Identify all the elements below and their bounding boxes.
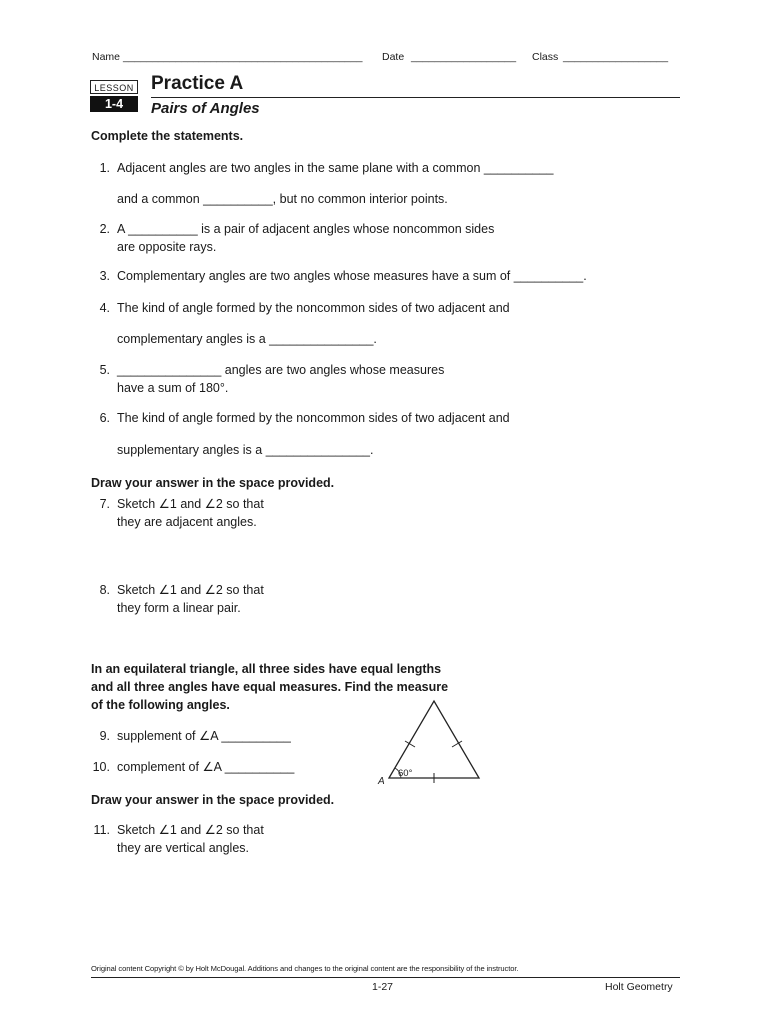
question-text: Sketch ∠1 and ∠2 so that bbox=[117, 497, 264, 511]
vertex-label: A bbox=[378, 776, 385, 787]
question-text: complementary angles is a _______________. bbox=[117, 332, 377, 346]
question-number: 4. bbox=[99, 301, 110, 315]
angle-label: 60° bbox=[398, 768, 413, 779]
question-number: 7. bbox=[99, 497, 110, 511]
question-text: A __________ is a pair of adjacent angles whose noncommon sides bbox=[117, 222, 495, 236]
page-subtitle: Pairs of Angles bbox=[151, 100, 260, 117]
date-label: Date bbox=[382, 51, 405, 63]
question-text: complement of ∠A __________ bbox=[117, 760, 295, 774]
lesson-number: 1-4 bbox=[90, 96, 138, 112]
section-instruction: Draw your answer in the space provided. bbox=[91, 476, 335, 490]
question-text: Sketch ∠1 and ∠2 so that bbox=[117, 823, 264, 837]
page-title: Practice A bbox=[151, 73, 244, 94]
section-instruction: of the following angles. bbox=[91, 698, 230, 712]
question-text: supplement of ∠A __________ bbox=[117, 729, 291, 743]
question-number: 10. bbox=[92, 760, 110, 774]
question-number: 9. bbox=[99, 729, 110, 743]
section-instruction: Draw your answer in the space provided. bbox=[91, 793, 335, 807]
question-number: 6. bbox=[99, 411, 110, 425]
triangle-outline bbox=[389, 701, 479, 778]
lesson-label: LESSON bbox=[90, 80, 138, 94]
page-number: 1-27 bbox=[372, 981, 394, 993]
question-number: 3. bbox=[99, 269, 110, 283]
section-instruction: and all three angles have equal measures. Find the measure bbox=[91, 680, 449, 694]
copyright-notice: Original content Copyright © by Holt McDougal. Additions and changes to the original content are the responsibility of the instructor. bbox=[91, 964, 519, 973]
question-number: 5. bbox=[99, 363, 110, 377]
name-label: Name bbox=[92, 51, 121, 63]
footer-divider bbox=[91, 977, 680, 978]
section-instruction: In an equilateral triangle, all three sides have equal lengths bbox=[91, 662, 442, 676]
question-text: The kind of angle formed by the noncommon sides of two adjacent and bbox=[117, 301, 510, 315]
class-field[interactable]: __________________ bbox=[563, 51, 669, 63]
question-number: 11. bbox=[93, 823, 110, 837]
question-number: 2. bbox=[99, 222, 110, 236]
class-label: Class bbox=[532, 51, 559, 63]
equilateral-triangle-figure bbox=[372, 692, 488, 788]
question-text: supplementary angles is a _______________. bbox=[117, 443, 374, 457]
question-text: Complementary angles are two angles whose measures have a sum of __________. bbox=[117, 269, 587, 283]
question-text: they are adjacent angles. bbox=[117, 515, 257, 529]
question-text: _______________ angles are two angles whose measures bbox=[117, 363, 445, 377]
question-text: are opposite rays. bbox=[117, 240, 217, 254]
question-number: 1. bbox=[99, 161, 110, 175]
question-text: The kind of angle formed by the noncommon sides of two adjacent and bbox=[117, 411, 510, 425]
section-instruction: Complete the statements. bbox=[91, 129, 244, 143]
question-text: have a sum of 180°. bbox=[117, 381, 229, 395]
question-text: they form a linear pair. bbox=[117, 601, 241, 615]
title-divider bbox=[151, 97, 680, 98]
question-text: Sketch ∠1 and ∠2 so that bbox=[117, 583, 264, 597]
name-field[interactable]: _________________________________________ bbox=[123, 51, 363, 63]
question-number: 8. bbox=[99, 583, 110, 597]
date-field[interactable]: __________________ bbox=[411, 51, 517, 63]
book-title: Holt Geometry bbox=[605, 981, 673, 993]
question-text: Adjacent angles are two angles in the same plane with a common __________ bbox=[117, 161, 554, 175]
question-text: they are vertical angles. bbox=[117, 841, 250, 855]
question-text: and a common __________, but no common interior points. bbox=[117, 192, 448, 206]
